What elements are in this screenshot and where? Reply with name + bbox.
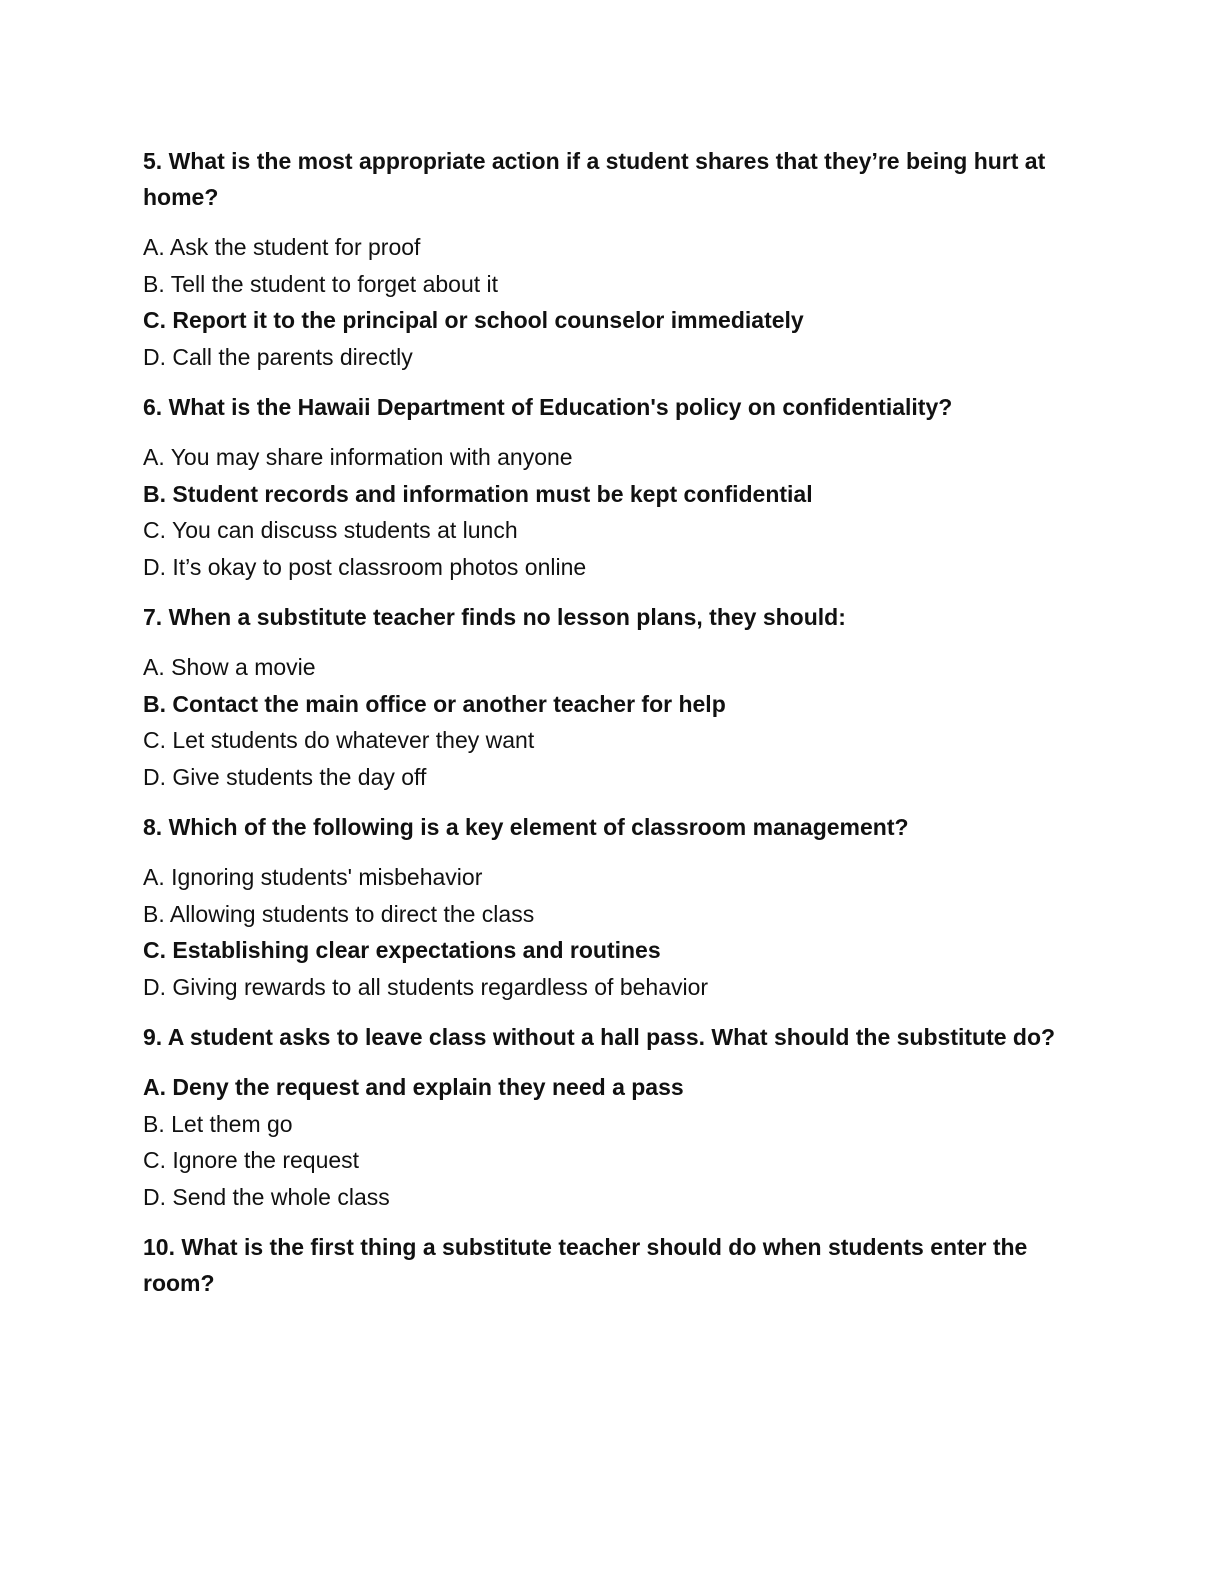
answer-option: D. Call the parents directly	[143, 343, 413, 370]
answer-option: A. Show a movie	[143, 654, 316, 680]
answer-option: A. You may share information with anyone	[143, 444, 573, 470]
answer-options	[143, 439, 1083, 585]
question-8	[143, 809, 1083, 1005]
question-text: 7. When a substitute teacher finds no lesson plans, they should:	[143, 604, 846, 630]
question-6	[143, 389, 1083, 585]
answer-option: B. Allowing students to direct the class	[143, 900, 535, 927]
question-9	[143, 1019, 1083, 1215]
answer-option: B. Tell the student to forget about it	[143, 270, 499, 297]
answer-option: C. You can discuss students at lunch	[143, 517, 518, 543]
answer-option: A. Ask the student for proof	[143, 234, 421, 260]
answer-option: D. Send the whole class	[143, 1183, 390, 1210]
answer-option: D. Give students the day off	[143, 763, 427, 790]
question-text: 8. Which of the following is a key element of classroom management?	[143, 814, 909, 840]
question-10	[143, 1229, 1083, 1301]
answer-options	[143, 859, 1083, 1005]
answer-option: C. Let students do whatever they want	[143, 727, 535, 753]
question-text: 6. What is the Hawaii Department of Education's policy on confidentiality?	[143, 394, 953, 420]
correct-answer-option: C. Report it to the principal or school counselor immediately	[143, 307, 804, 333]
correct-answer-option: A. Deny the request and explain they need a pass	[143, 1074, 684, 1100]
answer-option: A. Ignoring students' misbehavior	[143, 864, 483, 890]
correct-answer-option: C. Establishing clear expectations and routines	[143, 937, 661, 963]
question-list	[143, 143, 1083, 1301]
answer-options	[143, 229, 1083, 375]
question-text: 10. What is the first thing a substitute teacher should do when students enter the room?	[143, 1234, 1028, 1296]
correct-answer-option: B. Student records and information must be kept confidential	[143, 480, 813, 507]
correct-answer-option: B. Contact the main office or another teacher for help	[143, 690, 726, 717]
answer-options	[143, 1069, 1083, 1215]
answer-option: D. It’s okay to post classroom photos online	[143, 553, 587, 580]
question-7	[143, 599, 1083, 795]
question-text: 9. A student asks to leave class without a hall pass. What should the substitute do?	[143, 1024, 1056, 1050]
answer-options	[143, 649, 1083, 795]
answer-option: D. Giving rewards to all students regardless of behavior	[143, 973, 709, 1000]
question-5	[143, 143, 1083, 375]
answer-option: C. Ignore the request	[143, 1147, 360, 1173]
answer-option: B. Let them go	[143, 1110, 293, 1137]
question-text: 5. What is the most appropriate action if a student shares that they’re being hurt at home?	[143, 148, 1046, 210]
